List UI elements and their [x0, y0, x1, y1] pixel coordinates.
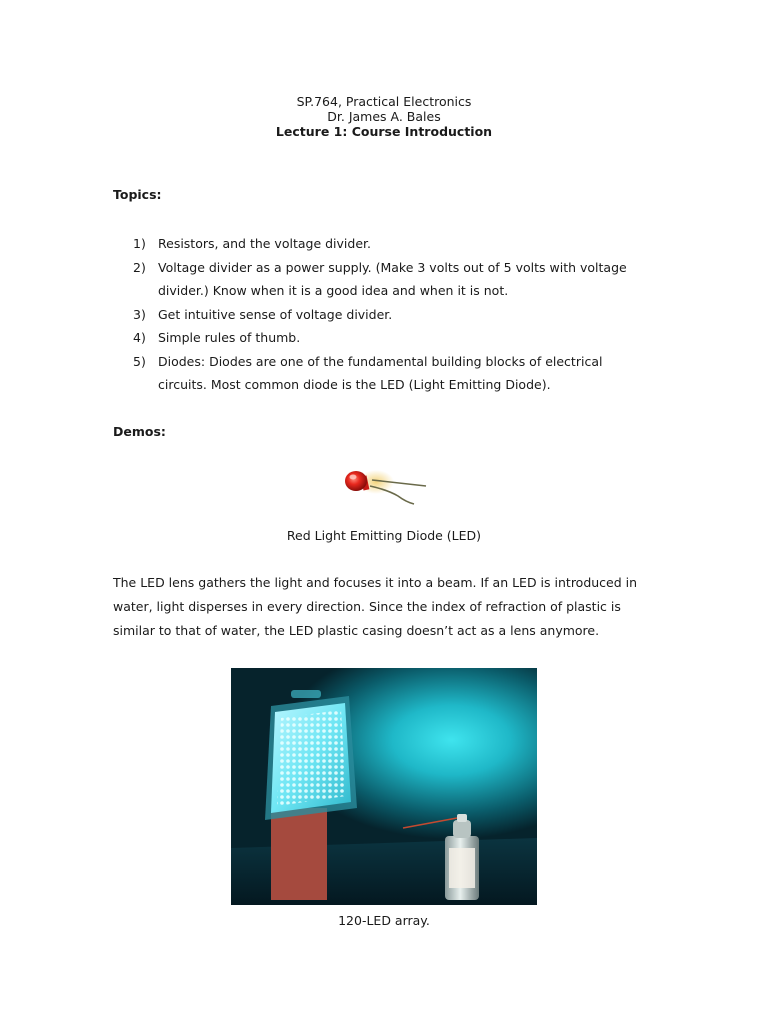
led-caption: Red Light Emitting Diode (LED): [286, 528, 482, 543]
list-item: [113, 232, 653, 256]
demos-heading: Demos:: [113, 424, 166, 439]
list-number: 2): [133, 259, 146, 275]
paragraph-line: similar to that of water, the LED plastic casing doesn’t act as a lens anymore.: [113, 623, 600, 638]
list-number: 3): [133, 306, 146, 322]
list-number: 1): [133, 236, 146, 251]
list-text-line: Diodes: Diodes are one of the fundamental building blocks of electrical: [158, 353, 603, 369]
list-item: [113, 350, 653, 397]
list-number: 5): [133, 353, 146, 369]
paragraph-line: water, light disperses in every direction. Since the index of refraction of plastic is: [113, 599, 621, 614]
instructor-name: Dr. James A. Bales: [327, 109, 441, 124]
led-array-photo: [231, 668, 537, 905]
list-text-line: divider.) Know when it is a good idea and when it is not.: [158, 283, 509, 298]
red-led-image: [340, 456, 432, 508]
array-caption: 120-LED array.: [338, 913, 430, 928]
led-paragraph: [113, 571, 643, 643]
list-text-line: Get intuitive sense of voltage divider.: [158, 306, 393, 322]
list-text-line: Simple rules of thumb.: [158, 330, 301, 345]
list-text-line: Resistors, and the voltage divider.: [158, 236, 371, 251]
list-text-line: Voltage divider as a power supply. (Make 3 volts out of 5 volts with voltage: [158, 259, 627, 275]
list-item: [113, 326, 653, 350]
list-number: 4): [133, 330, 146, 345]
list-item: [113, 303, 653, 327]
lecture-title: Lecture 1: Course Introduction: [275, 124, 493, 139]
list-item: [113, 256, 653, 303]
topics-list: [113, 232, 653, 397]
list-text-line: circuits. Most common diode is the LED (Light Emitting Diode).: [158, 377, 551, 392]
paragraph-line: The LED lens gathers the light and focuses it into a beam. If an LED is introduced in: [113, 575, 638, 590]
topics-heading: Topics:: [113, 187, 162, 202]
course-title: SP.764, Practical Electronics: [296, 94, 472, 109]
